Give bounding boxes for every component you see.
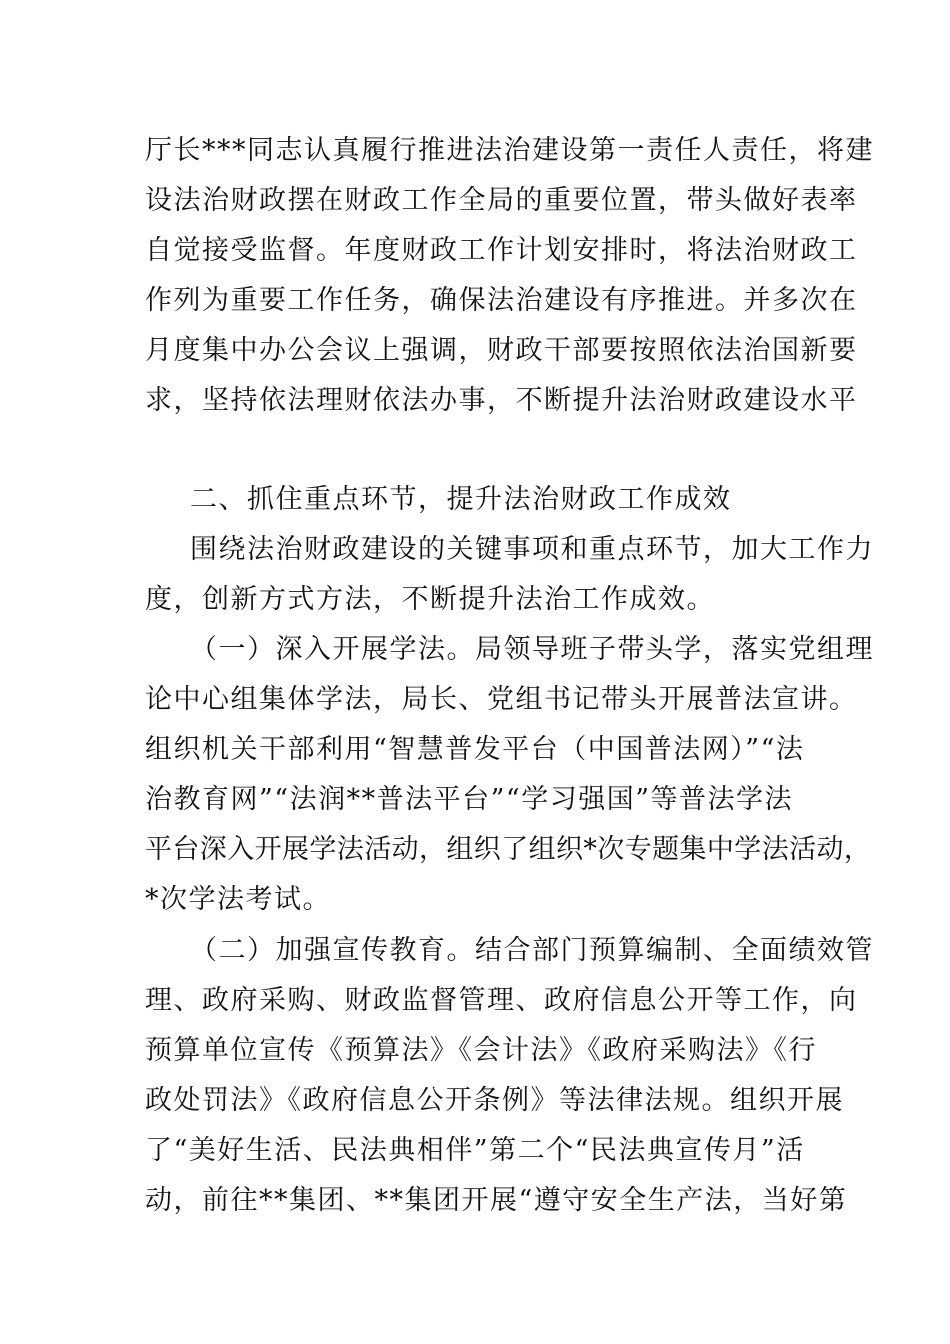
paragraph-1-line-3: 自觉接受监督。年度财政工作计划安排时，将法治财政工: [145, 235, 858, 266]
paragraph-1-line-5: 月度集中办公会议上强调，财政干部要按照依法治国新要: [145, 335, 858, 366]
paragraph-3-line-6: *次学法考试。: [145, 884, 331, 915]
paragraph-4-line-5: 了“美好生活、民法典相伴”第二个“民法典宣传月”活: [145, 1135, 805, 1166]
paragraph-1-line-1: 厅长***同志认真履行推进法治建设第一责任人责任，将建: [145, 135, 874, 166]
paragraph-4-line-3: 预算单位宣传《预算法》《会计法》《政府采购法》《行: [145, 1035, 817, 1066]
paragraph-2-line-2: 度，创新方式方法，不断提升法治工作成效。: [145, 584, 715, 615]
paragraph-3-line-1: （一）深入开展学法。局领导班子带头学，落实党组理: [190, 634, 874, 665]
paragraph-4-line-1: （二）加强宣传教育。结合部门预算编制、全面绩效管: [190, 935, 874, 966]
paragraph-1-line-4: 作列为重要工作任务，确保法治建设有序推进。并多次在: [145, 285, 858, 316]
paragraph-1-line-2: 设法治财政摆在财政工作全局的重要位置，带头做好表率: [145, 185, 858, 216]
paragraph-2-line-1: 围绕法治财政建设的关键事项和重点环节，加大工作力: [190, 534, 874, 565]
paragraph-4-line-4: 政处罚法》《政府信息公开条例》等法律法规。组织开展: [145, 1085, 844, 1116]
paragraph-3-line-4: 治教育网”“法润**普法平台”“学习强国”等普法学法: [145, 784, 794, 815]
section-heading: 二、抓住重点环节，提升法治财政工作成效: [190, 484, 732, 515]
paragraph-3-line-3: 组织机关干部利用“智慧普发平台（中国普法网）”“法: [145, 734, 805, 765]
paragraph-4-line-6: 动，前往**集团、**集团开展“遵守安全生产法，当好第: [145, 1185, 848, 1216]
paragraph-3-line-2: 论中心组集体学法，局长、党组书记带头开展普法宣讲。: [145, 684, 858, 715]
paragraph-4-line-2: 理、政府采购、财政监督管理、政府信息公开等工作，向: [145, 985, 858, 1016]
paragraph-3-line-5: 平台深入开展学法活动，组织了组织*次专题集中学法活动，: [145, 834, 872, 865]
paragraph-1-line-6: 求，坚持依法理财依法办事，不断提升法治财政建设水平: [145, 385, 858, 416]
